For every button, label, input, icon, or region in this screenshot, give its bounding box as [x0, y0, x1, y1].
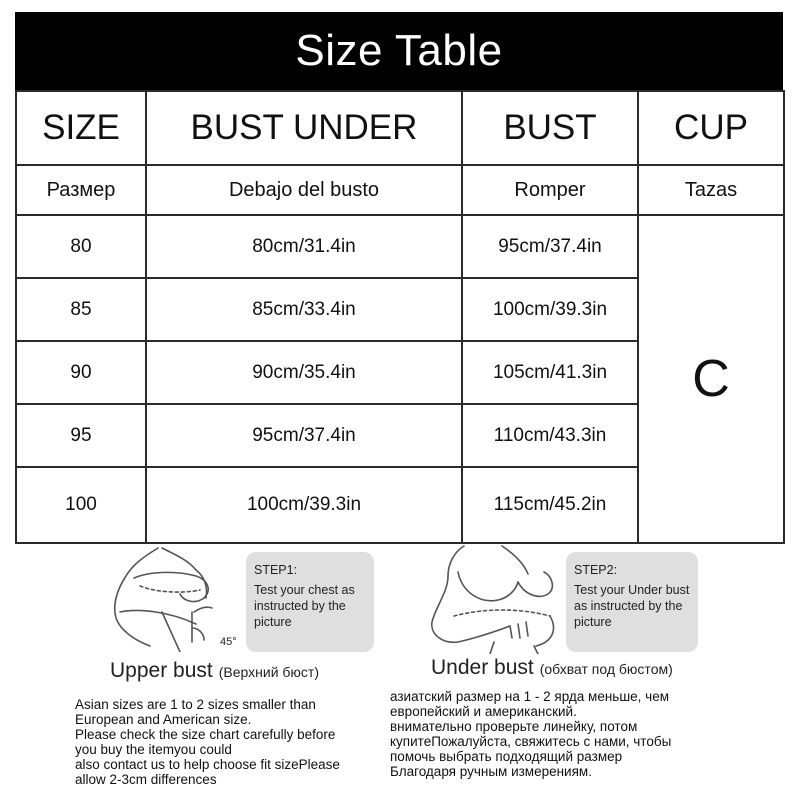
under-bust-label: Under bust [431, 656, 534, 679]
size-cell: 100 [16, 467, 146, 543]
size-table-title: Size Table [15, 12, 783, 90]
col-sub-cup: Tazas [638, 165, 784, 215]
cup-cell: C [638, 215, 784, 543]
under-bust-label-ru: (обхват под бюстом) [539, 661, 673, 677]
col-sub-size: Размер [16, 165, 146, 215]
step1-card [246, 552, 374, 652]
bust-cell: 100cm/39.3in [462, 278, 638, 341]
bust-cell: 95cm/37.4in [462, 215, 638, 278]
bust-under-cell: 100cm/39.3in [146, 467, 462, 543]
size-cell: 85 [16, 278, 146, 341]
bust-cell: 105cm/41.3in [462, 341, 638, 404]
upper-bust-caption [110, 659, 319, 683]
step1-label: STEP1: [254, 563, 298, 577]
upper-bust-label-ru: (Верхний бюст) [218, 664, 320, 680]
bust-under-cell: 90cm/35.4in [146, 341, 462, 404]
note-english: Asian sizes are 1 to 2 sizes smaller than European and American size. Please check the size chart carefully before you buy the itemyou could also contact us to help choose fit sizePlease allow 2-3cm differences [75, 697, 340, 787]
upper-bust-label: Upper bust [110, 659, 213, 682]
col-header-bust: BUST [462, 91, 638, 165]
step1-text: Test your chest as instructed by the picture [254, 583, 355, 629]
angle-label: 45° [220, 636, 237, 648]
bust-under-cell: 85cm/33.4in [146, 278, 462, 341]
col-header-bust-under: BUST UNDER [146, 91, 462, 165]
size-table [15, 90, 785, 544]
col-sub-bust: Romper [462, 165, 638, 215]
table-header-row [16, 91, 784, 165]
bust-cell: 110cm/43.3in [462, 404, 638, 467]
col-header-size: SIZE [16, 91, 146, 165]
note-russian: азиатский размер на 1 - 2 ярда меньше, чем европейский и американский. внимательно проверьте линейку, потом купитеПожалуйста, свяжитесь с нами, чтобы помочь выбрать подходящий размер Благодаря ручным измерениям. [390, 689, 672, 779]
step2-card [566, 552, 698, 652]
size-cell: 95 [16, 404, 146, 467]
under-bust-illustration [424, 542, 574, 654]
col-sub-bust-under: Debajo del busto [146, 165, 462, 215]
bust-cell: 115cm/45.2in [462, 467, 638, 543]
bust-under-cell: 80cm/31.4in [146, 215, 462, 278]
step2-text: Test your Under bust as instructed by the picture [574, 583, 690, 629]
size-cell: 80 [16, 215, 146, 278]
step2-label: STEP2: [574, 563, 618, 577]
table-subheader-row [16, 165, 784, 215]
under-bust-caption [431, 656, 673, 680]
bust-under-cell: 95cm/37.4in [146, 404, 462, 467]
size-cell: 90 [16, 341, 146, 404]
col-header-cup: CUP [638, 91, 784, 165]
table-row [16, 215, 784, 278]
